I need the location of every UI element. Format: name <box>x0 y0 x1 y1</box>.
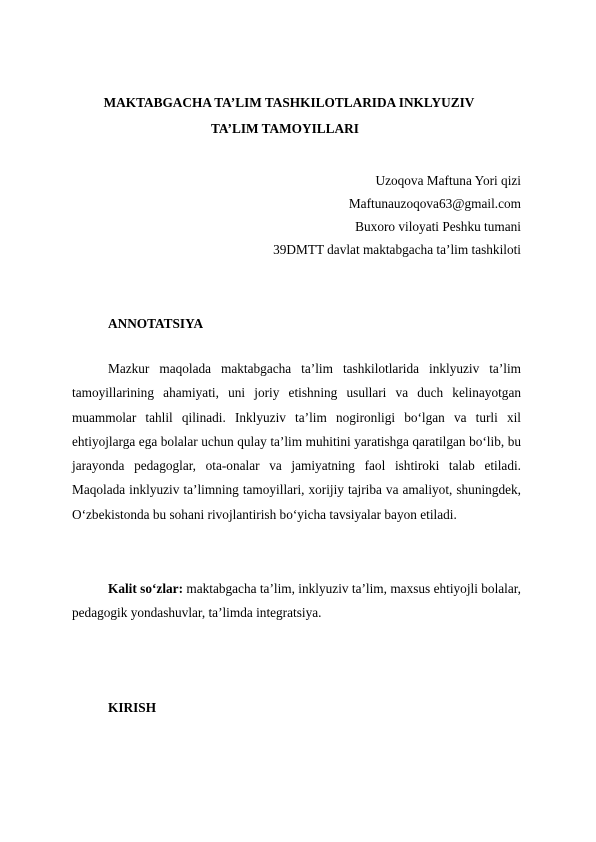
paper-title-line-2: TA’LIM TAMOYILLARI <box>211 121 359 136</box>
author-name: Uzoqova Maftuna Yori qizi <box>375 173 521 188</box>
author-info <box>273 169 521 261</box>
author-institution: 39DMTT davlat maktabgacha ta’lim tashkiloti <box>273 242 521 257</box>
annotation-heading: ANNOTATSIYA <box>108 316 204 331</box>
author-region: Buxoro viloyati Peshku tumani <box>355 219 521 234</box>
annotation-paragraph: Mazkur maqolada maktabgacha ta’lim tashkilotlarida inklyuziv ta’lim tamoyillarining ahamiyati, uni joriy etishning usullari va duch kelinayotgan muammolar tahlil qilinadi. Inklyuziv ta’lim nogironligi bo‘lgan va turli xil ehtiyojlarga ega bolalar uchun qulay ta’lim muhitini yaratishga qaratilgan bo‘lib, bu jarayonda pedagoglar, ota-onalar va jamiyatning faol ishtiroki talab etiladi. Maqolada inklyuziv ta’limning tamoyillari, xorijiy tajriba va amaliyot, shuningdek, O‘zbekistonda bu sohani rivojlantirish bo‘yicha tavsiyalar bayon etiladi. <box>72 361 521 522</box>
introduction-heading: KIRISH <box>108 700 157 715</box>
keywords-text: maktabgacha ta’lim, inklyuziv ta’lim, maxsus ehtiyojli bolalar, pedagogik yondashuvlar, ta’limda integratsiya. <box>72 581 521 621</box>
keywords-label: Kalit so‘zlar: <box>108 581 183 596</box>
paper-title-line-1: MAKTABGACHA TA’LIM TASHKILOTLARIDA INKLYUZIV <box>103 95 475 110</box>
keywords-paragraph <box>72 577 521 626</box>
author-email: Maftunauzoqova63@gmail.com <box>348 196 521 211</box>
